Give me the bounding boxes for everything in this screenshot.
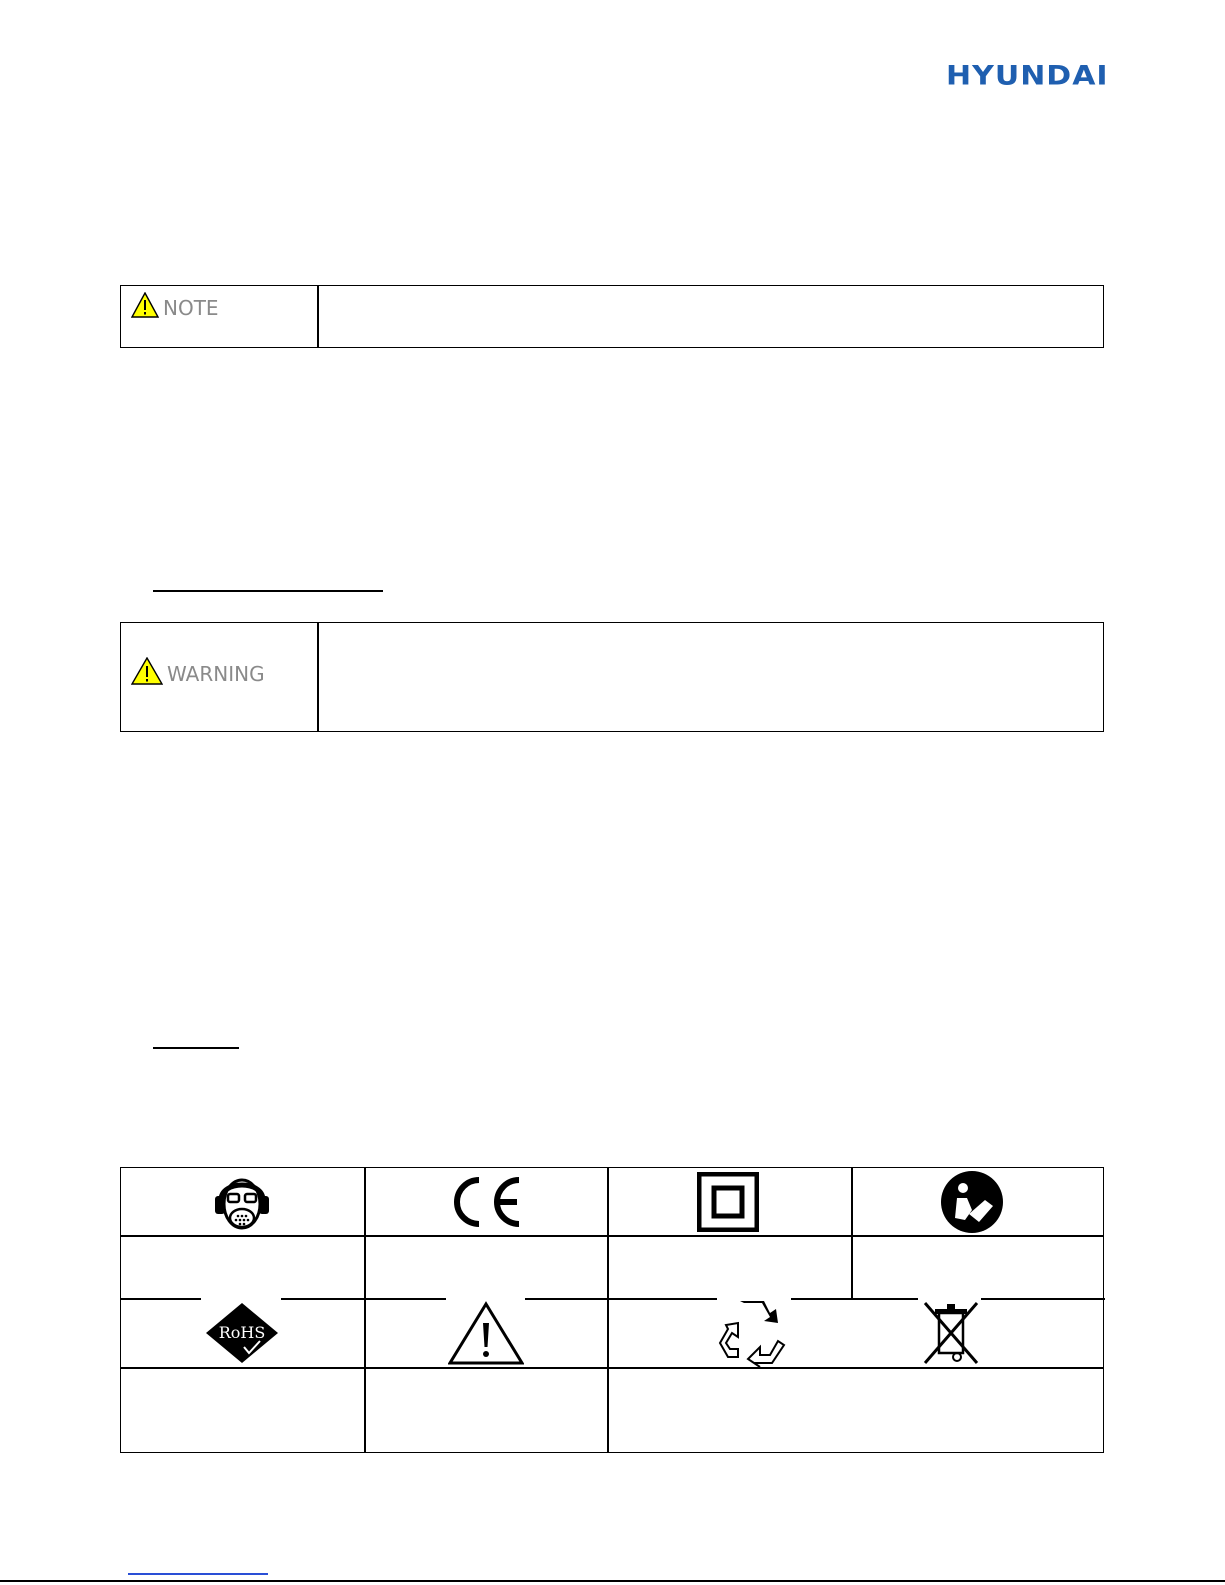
warning-box-divider <box>317 623 319 731</box>
table-rule <box>981 1298 1105 1300</box>
protective-equipment-icon <box>209 1170 275 1232</box>
warning-triangle-icon <box>448 1301 524 1365</box>
warning-label: WARNING <box>167 661 265 686</box>
table-rule <box>121 1298 201 1300</box>
section-heading-underline-2 <box>153 1047 239 1049</box>
warning-label-group <box>131 657 265 690</box>
note-label: NOTE <box>163 295 219 320</box>
note-label-group <box>131 292 219 323</box>
section-heading-underline <box>153 590 383 592</box>
table-column-rule <box>364 1168 366 1452</box>
warning-box <box>120 622 1104 732</box>
warning-triangle-icon <box>131 657 163 690</box>
svg-text:RoHS: RoHS <box>218 1323 266 1342</box>
footer-rule <box>0 1580 1225 1582</box>
table-rule <box>121 1235 1103 1237</box>
table-rule <box>791 1298 918 1300</box>
footer-link[interactable] <box>128 1573 268 1575</box>
recycle-icon <box>718 1299 790 1367</box>
read-manual-icon <box>939 1170 1005 1234</box>
table-rule <box>121 1367 1103 1369</box>
table-column-rule <box>851 1168 853 1298</box>
table-column-rule <box>607 1168 609 1452</box>
symbols-table <box>120 1167 1104 1453</box>
ce-mark-icon <box>445 1172 525 1232</box>
table-rule <box>525 1298 717 1300</box>
note-box <box>120 285 1104 348</box>
rohs-icon <box>204 1301 280 1365</box>
double-insulation-icon <box>697 1172 759 1232</box>
warning-triangle-icon <box>131 292 159 323</box>
brand-logo: HYUNDAI <box>946 60 1109 92</box>
note-box-divider <box>317 286 319 347</box>
crossed-bin-icon <box>921 1299 981 1367</box>
